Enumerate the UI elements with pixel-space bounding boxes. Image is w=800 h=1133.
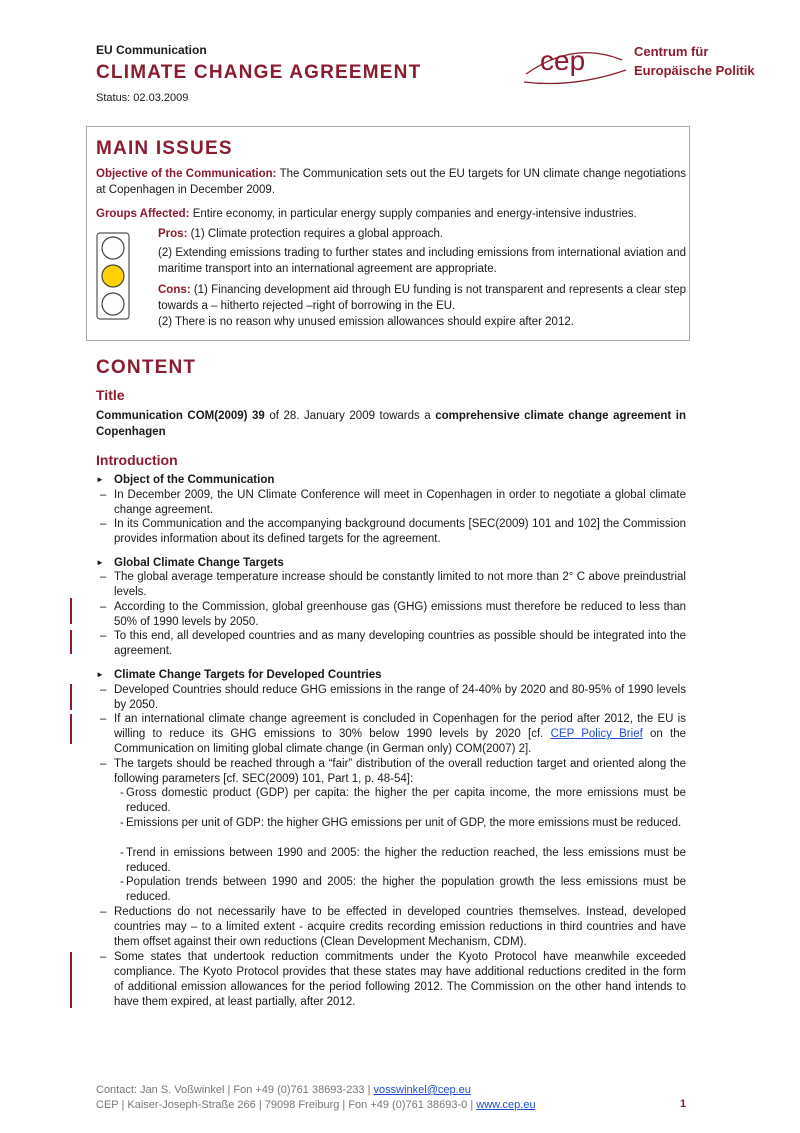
sub-list-item: - Gross domestic product (GDP) per capita: the higher the per capita income, the more emissions must be reduced. <box>120 787 686 814</box>
list-item: – To this end, all developed countries and as many developing countries as possible should be integrated into the agreement. <box>100 630 686 657</box>
dash-marker: – <box>100 758 107 770</box>
pros-label: Pros: <box>158 228 188 240</box>
communication-title <box>96 408 686 440</box>
introduction-subheading: Introduction <box>96 452 178 468</box>
change-marker-bar <box>70 714 72 744</box>
document-category: EU Communication <box>96 43 207 57</box>
dash-marker: – <box>100 489 107 501</box>
objective-text: The Communication sets out the EU targets for UN climate change negotiations at Copenhagen in December 2009. <box>96 168 686 196</box>
page-number: 1 <box>680 1098 687 1110</box>
section-title: Global Climate Change Targets <box>114 557 284 569</box>
communication-name: comprehensive climate change agreement in Copenhagen <box>96 410 686 438</box>
logo-line-1: Centrum für <box>634 44 709 59</box>
document-status-date: Status: 02.03.2009 <box>96 92 189 104</box>
dash-marker: – <box>100 630 107 642</box>
dash-marker: – <box>100 571 107 583</box>
dash-marker: – <box>100 684 107 696</box>
objective-paragraph <box>96 166 686 198</box>
list-item: – The targets should be reached through a “fair” distribution of the overall reduction target and oriented along the following parameters [cf. SEC(2009) 101, Part 1, p. 48-54]: <box>100 758 686 785</box>
section-global-targets <box>96 555 686 571</box>
pros-item-1: (1) Climate protection requires a global approach. <box>187 228 444 240</box>
cep-policy-brief-link[interactable]: CEP Policy Brief <box>550 728 643 740</box>
list-item: – In its Communication and the accompanying background documents [SEC(2009) 101 and 102] the Commission provides information about its defined targets for the agreement. <box>100 518 686 545</box>
dash-marker: – <box>100 713 107 725</box>
traffic-light-yellow-lamp <box>102 265 124 287</box>
communication-ref: Communication COM(2009) 39 <box>96 410 265 422</box>
section-title: Climate Change Targets for Developed Countries <box>114 669 382 681</box>
sub-list-item: - Population trends between 1990 and 2005: the higher the population growth the less emissions must be reduced. <box>120 876 686 903</box>
change-marker-bar <box>70 630 72 654</box>
logo-text: cep <box>540 45 586 76</box>
groups-affected-paragraph <box>96 206 686 222</box>
pros-item-2: (2) Extending emissions trading to further states and including emissions from international aviation and maritime transport into an international agreement are appropriate. <box>158 247 686 275</box>
content-heading: CONTENT <box>96 357 197 378</box>
sub-dash-marker: - <box>120 876 124 888</box>
objective-label: Objective of the Communication: <box>96 168 277 180</box>
list-item: – The global average temperature increase should be constantly limited to not more than 2° C above preindustrial levels. <box>100 571 686 598</box>
contact-email-link[interactable]: vosswinkel@cep.eu <box>373 1084 471 1096</box>
footer-address: CEP | Kaiser-Joseph-Straße 266 | 79098 Freiburg | Fon +49 (0)761 38693-0 | www.cep.eu <box>96 1099 536 1111</box>
list-item: – Developed Countries should reduce GHG emissions in the range of 24-40% by 2020 and 80-95% of 1990 levels by 2050. <box>100 684 686 711</box>
dash-marker: – <box>100 601 107 613</box>
bullet-arrow-icon: ► <box>96 670 104 679</box>
sub-dash-marker: - <box>120 817 124 829</box>
sub-list-item: - Emissions per unit of GDP: the higher GHG emissions per unit of GDP, the more emissions must be reduced. <box>120 817 682 829</box>
pros-paragraph <box>158 226 686 242</box>
cons-item-2: (2) There is no reason why unused emission allowances should expire after 2012. <box>158 316 574 328</box>
cons-paragraph <box>158 282 686 314</box>
logo-line-2: Europäische Politik <box>634 63 755 78</box>
list-item: – In December 2009, the UN Climate Conference will meet in Copenhagen in order to negotiate a global climate change agreement. <box>100 489 686 516</box>
groups-affected-text: Entire economy, in particular energy supply companies and energy-intensive industries. <box>189 208 637 220</box>
change-marker-bar <box>70 598 72 624</box>
sub-dash-marker: - <box>120 847 124 859</box>
section-developed-targets <box>96 667 686 683</box>
sub-list-item: - Trend in emissions between 1990 and 2005: the higher the reduction reached, the less emissions must be reduced. <box>120 847 686 874</box>
title-subheading: Title <box>96 387 125 403</box>
dash-marker: – <box>100 951 107 963</box>
list-item: – If an international climate change agreement is concluded in Copenhagen for the period after 2012, the EU is willing to reduce its GHG emissions to 30% below 1990 levels by 2020 [cf. CEP Policy Brief on the Communication on limiting global climate change (in German only) COM(2007) 2]. <box>100 713 687 755</box>
traffic-light-green-lamp <box>102 293 124 315</box>
section-title: Object of the Communication <box>114 474 275 486</box>
list-item: – According to the Commission, global greenhouse gas (GHG) emissions must therefore be reduced to less than 50% of 1990 levels by 2050. <box>100 601 686 628</box>
footer-contact: Contact: Jan S. Voßwinkel | Fon +49 (0)761 38693-233 | vosswinkel@cep.eu <box>96 1084 471 1096</box>
communication-date: of 28. January 2009 towards a <box>264 410 436 422</box>
cep-logo <box>518 30 630 86</box>
bullet-arrow-icon: ► <box>96 558 104 567</box>
cons-item-1: (1) Financing development aid through EU funding is not transparent and represents a clear step towards a – hitherto rejected –right of borrowing in the EU. <box>158 284 686 312</box>
document-title: CLIMATE CHANGE AGREEMENT <box>96 62 422 83</box>
dash-marker: – <box>100 518 107 530</box>
sub-dash-marker: - <box>120 787 124 799</box>
dash-marker: – <box>100 906 107 918</box>
change-marker-bar <box>70 952 72 1008</box>
traffic-light-icon <box>96 232 130 320</box>
traffic-light-red-lamp <box>102 237 124 259</box>
list-item: – Reductions do not necessarily have to be effected in developed countries themselves. Instead, developed countries may – to a limited extent - acquire credits recording emission reductions in third countries and have them offset against their own reductions (Clean Development Mechanism, CDM). <box>100 906 686 948</box>
change-marker-bar <box>70 684 72 710</box>
bullet-arrow-icon: ► <box>96 475 104 484</box>
section-object <box>96 472 686 488</box>
list-item: – Some states that undertook reduction commitments under the Kyoto Protocol have meanwhile exceeded compliance. The Kyoto Protocol provides that these states may have additional reductions credited in the form of additional emission allowances for the period following 2012. The Commission on the other hand intends to have them expired, at least partially, after 2012. <box>100 951 686 1008</box>
cons-label: Cons: <box>158 284 191 296</box>
groups-affected-label: Groups Affected: <box>96 208 190 220</box>
website-link[interactable]: www.cep.eu <box>476 1099 536 1111</box>
main-issues-heading: MAIN ISSUES <box>96 138 233 159</box>
